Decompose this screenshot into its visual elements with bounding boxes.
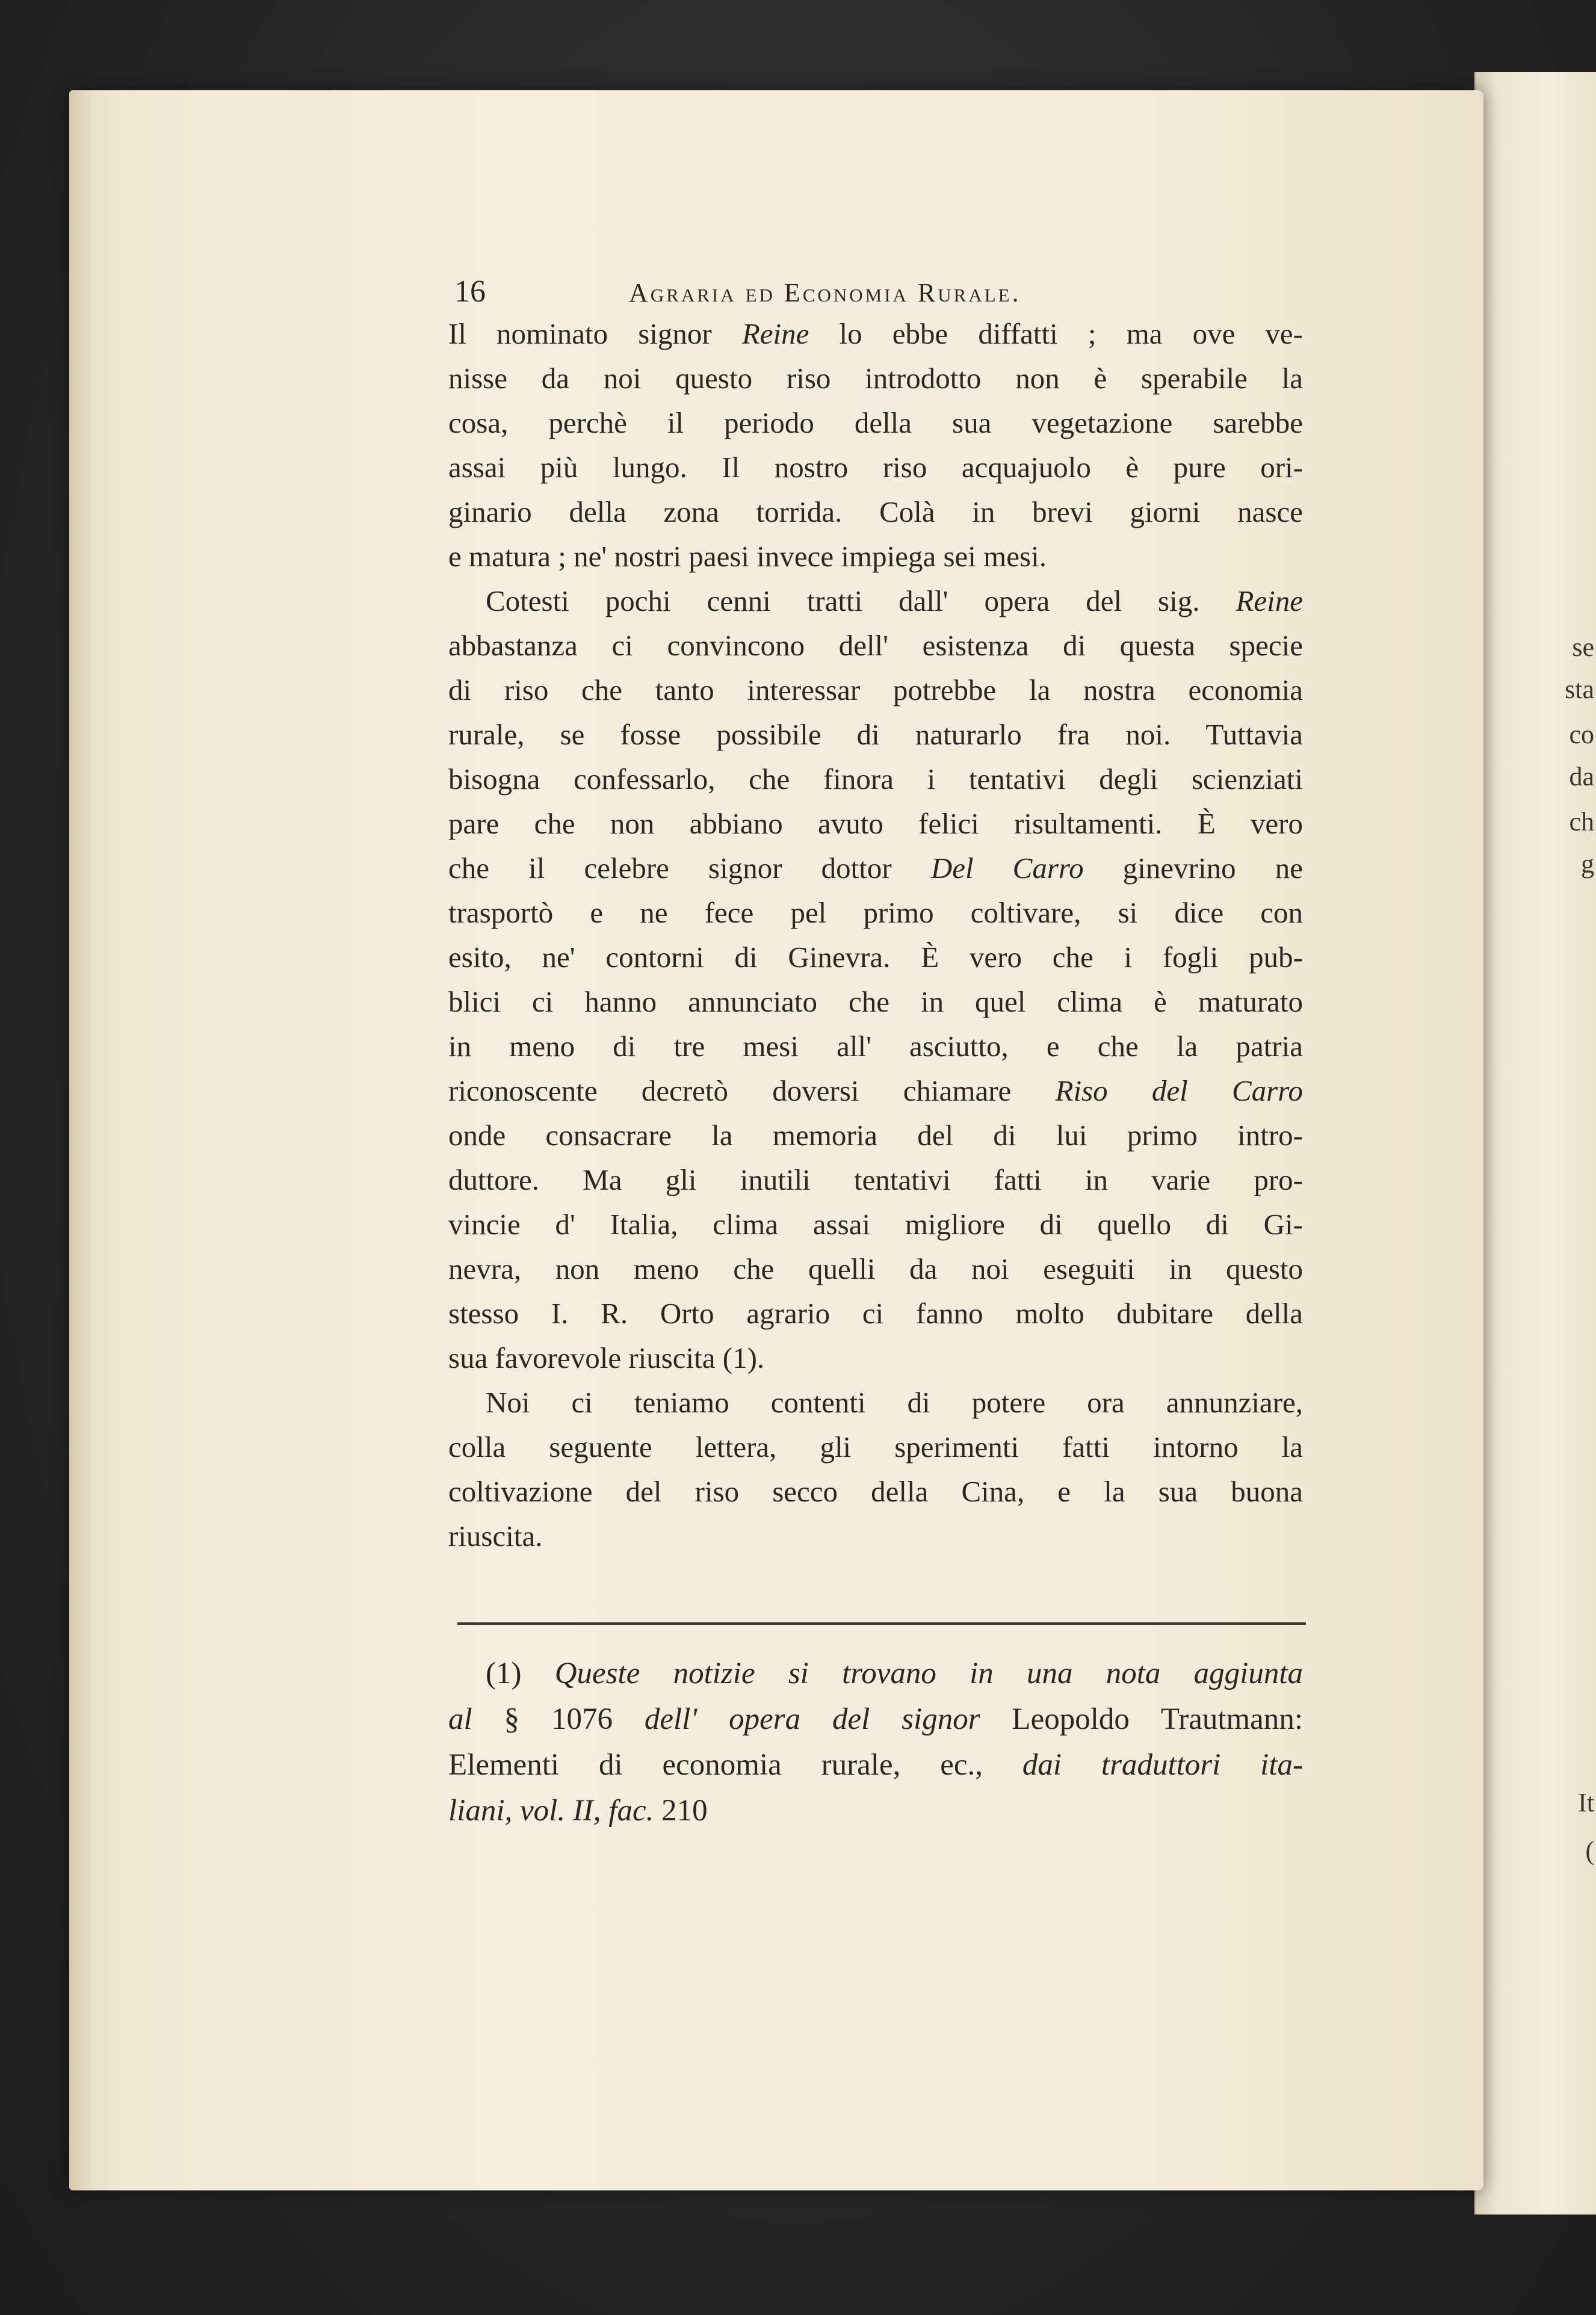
text-line: di riso che tanto interessar potrebbe la nostra economia	[448, 673, 1303, 706]
running-head: Agraria ed Economia Rurale.	[629, 278, 1021, 308]
footnote-line: Elementi di economia rurale, ec., dai traduttori ita-	[448, 1748, 1304, 1782]
text-line: riconoscente decretò doversi chiamare Riso del Carro	[448, 1074, 1303, 1107]
text-line: Noi ci teniamo contenti di potere ora annunziare,	[486, 1386, 1303, 1419]
text-line: assai più lungo. Il nostro riso acquajuolo è pure ori-	[448, 451, 1303, 484]
text-line: pare che non abbiano avuto felici risultamenti. È vero	[448, 807, 1303, 840]
text-line: Il nominato signor Reine lo ebbe diffatti ; ma ove ve-	[448, 317, 1303, 350]
text-line: abbastanza ci convincono dell' esistenza di questa specie	[448, 629, 1303, 662]
footnote-line: al § 1076 dell' opera del signor Leopoldo Trautmann:	[448, 1702, 1303, 1736]
text-line: bisogna confessarlo, che finora i tentativi degli scienziati	[448, 762, 1303, 796]
adjacent-fragment: da	[1569, 762, 1594, 791]
text-line: esito, ne' contorni di Ginevra. È vero che i fogli pub-	[448, 941, 1303, 974]
page-header	[448, 274, 1303, 312]
text-line: Cotesti pochi cenni tratti dall' opera del sig. Reine	[486, 584, 1303, 617]
text-line: duttore. Ma gli inutili tentativi fatti in varie pro-	[448, 1163, 1303, 1196]
adjacent-fragment: sta	[1565, 675, 1594, 704]
text-line: ginario della zona torrida. Colà in brevi giorni nasce	[448, 495, 1303, 528]
adjacent-page	[1474, 72, 1596, 2215]
footnote-line: (1) Queste notizie si trovano in una nota aggiunta	[486, 1657, 1303, 1690]
text-line: e matura ; ne' nostri paesi invece impiega sei mesi.	[448, 540, 1047, 573]
text-line: nisse da noi questo riso introdotto non è sperabile la	[448, 362, 1303, 395]
text-line: cosa, perchè il periodo della sua vegetazione sarebbe	[448, 406, 1303, 439]
footnote-separator	[457, 1622, 1306, 1625]
text-line: vincie d' Italia, clima assai migliore di quello di Gi-	[448, 1208, 1303, 1241]
text-line: onde consacrare la memoria del di lui primo intro-	[448, 1119, 1303, 1152]
page-number: 16	[454, 274, 486, 309]
text-line: che il celebre signor dottor Del Carro ginevrino ne	[448, 852, 1303, 885]
text-line: trasportò e ne fece pel primo coltivare, si dice con	[448, 896, 1303, 929]
adjacent-fragment: g	[1581, 849, 1594, 879]
text-line: sua favorevole riuscita (1).	[448, 1341, 765, 1374]
text-line: coltivazione del riso secco della Cina, e la sua buona	[448, 1475, 1303, 1508]
text-line: colla seguente lettera, gli sperimenti fatti intorno la	[448, 1430, 1303, 1463]
text-line: blici ci hanno annunciato che in quel clima è maturato	[448, 985, 1303, 1018]
adjacent-fragment: se	[1572, 632, 1594, 662]
text-line: nevra, non meno che quelli da noi eseguiti in questo	[448, 1252, 1303, 1285]
text-line: riuscita.	[448, 1519, 543, 1553]
text-line: stesso I. R. Orto agrario ci fanno molto dubitare della	[448, 1297, 1303, 1330]
adjacent-fragment: co	[1569, 720, 1594, 749]
adjacent-fragment: (	[1585, 1836, 1594, 1865]
footnote-line: liani, vol. II, fac. 210	[448, 1794, 708, 1828]
page-edge-shadow	[69, 90, 93, 2190]
adjacent-fragment: ch	[1569, 807, 1594, 836]
adjacent-fragment: It	[1578, 1788, 1594, 1817]
text-line: in meno di tre mesi all' asciutto, e che la patria	[448, 1030, 1303, 1063]
text-line: rurale, se fosse possibile di naturarlo fra noi. Tuttavia	[448, 718, 1303, 751]
